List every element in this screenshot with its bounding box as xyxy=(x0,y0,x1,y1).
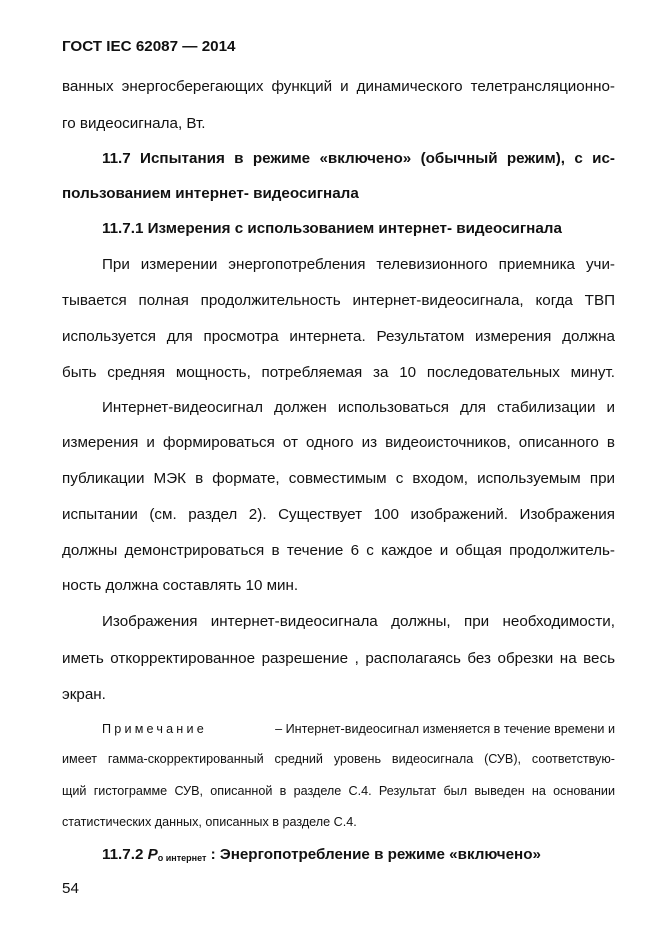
text-line: должны демонстрироваться в течение 6 с каждое и общая продолжитель- xyxy=(62,542,615,559)
page-header: ГОСТ IEC 62087 — 2014 xyxy=(62,38,236,55)
text-line: тывается полная продолжительность интернет-видеосигнала, когда ТВП xyxy=(62,292,615,309)
section-title: : Энергопотребление в режиме «включено» xyxy=(210,846,541,863)
text-line: испытании (см. раздел 2). Существует 100 изображений. Изображения xyxy=(62,506,615,523)
text-line: Изображения интернет-видеосигнала должны, при необходимости, xyxy=(102,613,615,630)
text-line: используется для просмотра интернета. Результатом измерения должна xyxy=(62,328,615,345)
note-first-line xyxy=(102,722,615,736)
page-number: 54 xyxy=(62,880,79,897)
section-11-7-2-heading xyxy=(102,846,615,863)
power-symbol: P xyxy=(147,846,158,863)
note-first-line-text: – Интернет-видеосигнал изменяется в течение времени и xyxy=(275,722,615,736)
note-line: статистических данных, описанных в разделе С.4. xyxy=(62,815,357,829)
text-line: измерения и формироваться от одного из видеоисточников, описанного в xyxy=(62,434,615,451)
text-line: Интернет-видеосигнал должен использоваться для стабилизации и xyxy=(102,399,615,416)
text-line: публикации МЭК в формате, совместимым с входом, используемым при xyxy=(62,470,615,487)
text-line: ность должна составлять 10 мин. xyxy=(62,577,299,594)
note-line: щий гистограмме СУВ, описанной в разделе С.4. Результат был выведен на основании xyxy=(62,784,615,798)
text-line: При измерении энергопотребления телевизионного приемника учи- xyxy=(102,256,615,273)
text-line: быть средняя мощность, потребляемая за 10 последовательных минут. xyxy=(62,364,615,381)
note-label: Примечание xyxy=(102,722,207,736)
section-11-7-1-heading: 11.7.1 Измерения с использованием интернет- видеосигнала xyxy=(102,220,562,237)
power-subscript: о интернет xyxy=(157,853,207,863)
text-line: иметь откорректированное разрешение , располагаясь без обрезки на весь xyxy=(62,650,615,667)
heading-line: 11.7 Испытания в режиме «включено» (обычный режим), с ис- xyxy=(102,150,615,167)
text-line: го видеосигнала, Вт. xyxy=(62,115,206,132)
heading-line: пользованием интернет- видеосигнала xyxy=(62,185,359,202)
note-line: имеет гамма-скорректированный средний уровень видеосигнала (СУВ), соответствую- xyxy=(62,752,615,766)
text-line: ванных энергосберегающих функций и динамического телетрансляционно- xyxy=(62,78,615,95)
text-line: экран. xyxy=(62,686,106,703)
section-number: 11.7.2 xyxy=(102,846,144,863)
